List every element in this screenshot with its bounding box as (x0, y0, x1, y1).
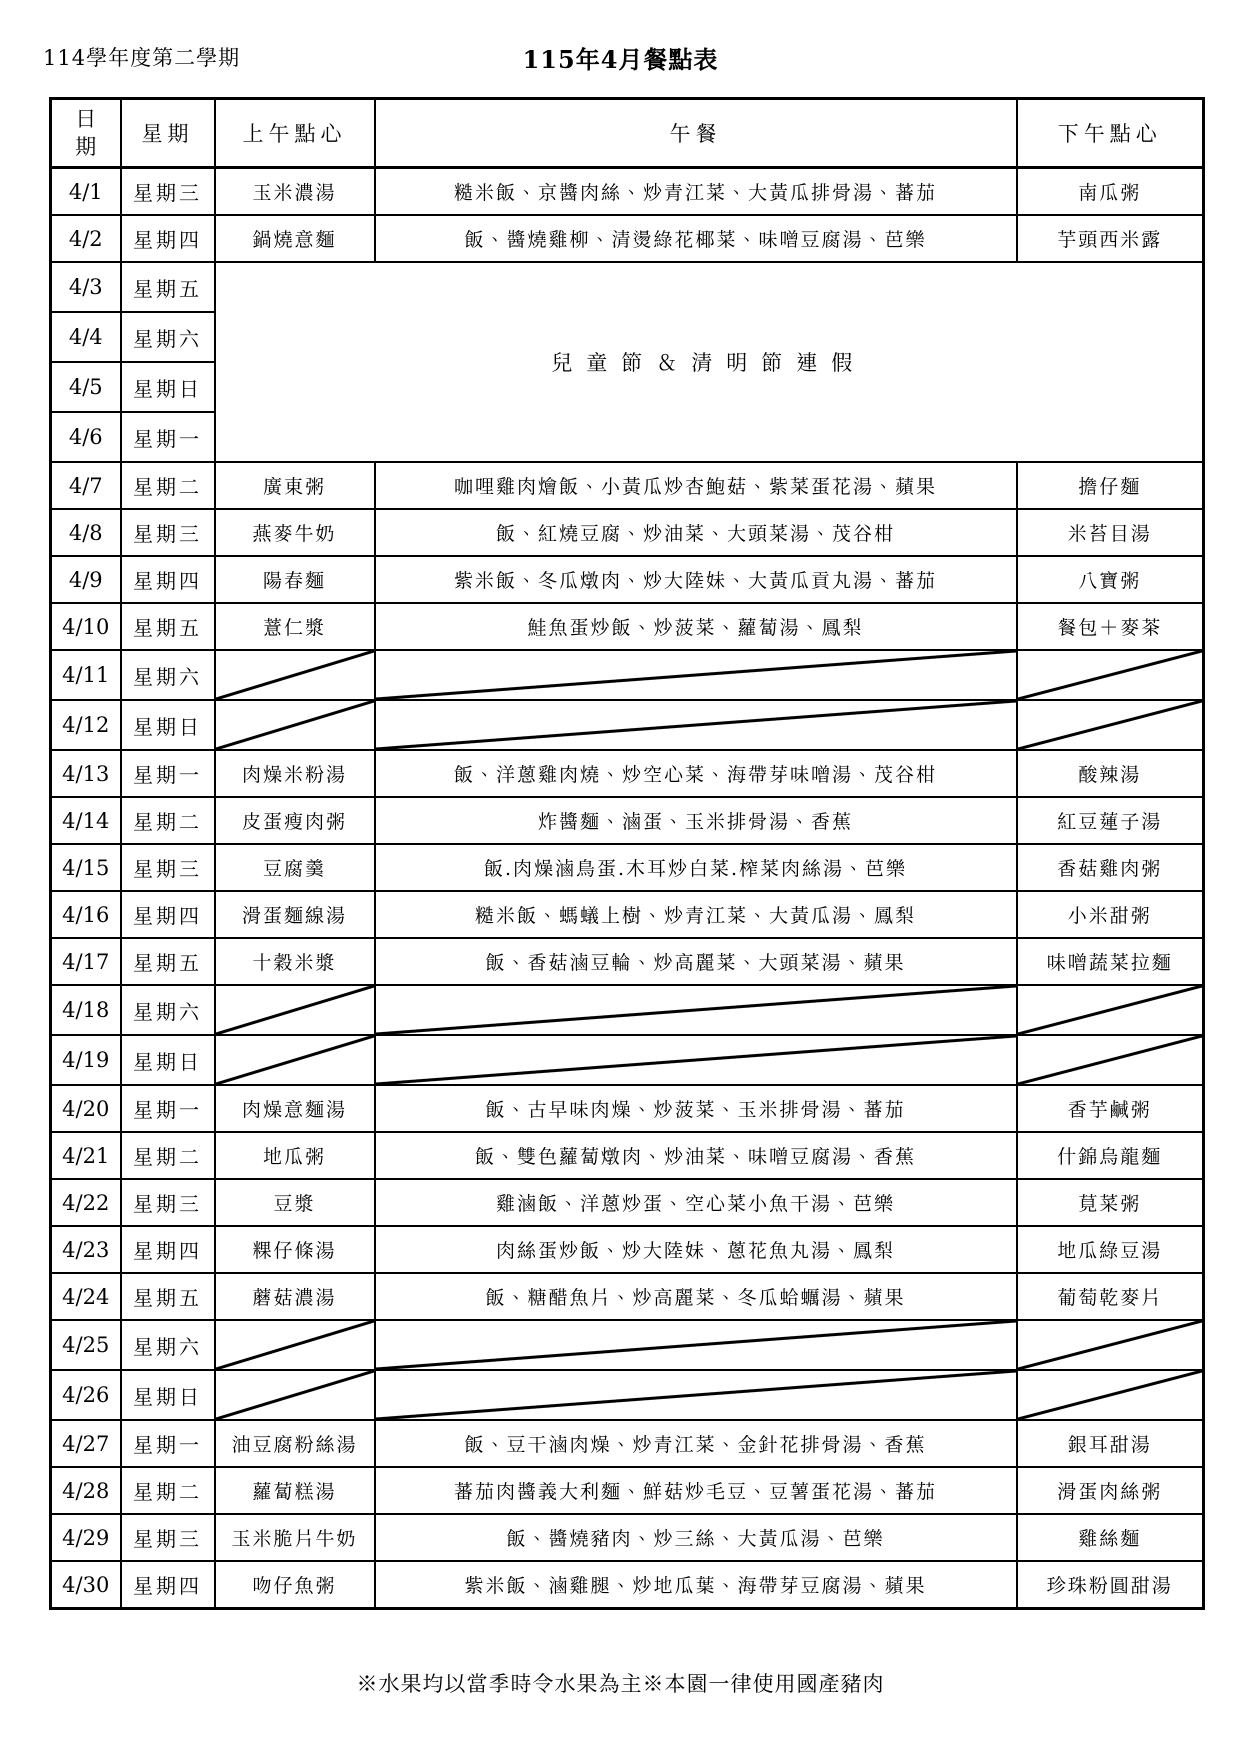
table-row (51, 750, 1204, 797)
closed-slash-cell (215, 1370, 375, 1420)
table-row (51, 891, 1204, 938)
table-row (51, 700, 1204, 750)
morning-snack-cell: 肉燥意麵湯 (215, 1085, 375, 1132)
weekday-cell: 星期日 (121, 362, 215, 412)
morning-snack-cell: 豆漿 (215, 1179, 375, 1226)
date-cell: 4/13 (51, 750, 121, 797)
lunch-cell: 飯、洋蔥雞肉燒、炒空心菜、海帶芽味噌湯、茂谷柑 (375, 750, 1017, 797)
closed-slash-cell (1017, 985, 1204, 1035)
afternoon-snack-cell: 莧菜粥 (1017, 1179, 1204, 1226)
table-row (51, 1420, 1204, 1467)
header-afternoon-snack: 下午點心 (1017, 99, 1204, 168)
date-cell: 4/3 (51, 262, 121, 312)
weekday-cell: 星期六 (121, 312, 215, 362)
morning-snack-cell: 吻仔魚粥 (215, 1561, 375, 1609)
table-row (51, 1085, 1204, 1132)
table-row (51, 938, 1204, 985)
afternoon-snack-cell: 雞絲麵 (1017, 1514, 1204, 1561)
table-row (51, 1226, 1204, 1273)
weekday-cell: 星期五 (121, 262, 215, 312)
date-cell: 4/10 (51, 603, 121, 650)
morning-snack-cell: 蘑菇濃湯 (215, 1273, 375, 1320)
date-cell: 4/4 (51, 312, 121, 362)
closed-slash-cell (1017, 1320, 1204, 1370)
table-row (51, 462, 1204, 509)
holiday-note-cell: 兒童節＆清明節連假 (215, 262, 1204, 462)
table-row (51, 985, 1204, 1035)
lunch-cell: 鮭魚蛋炒飯、炒菠菜、蘿蔔湯、鳳梨 (375, 603, 1017, 650)
table-row (51, 1467, 1204, 1514)
afternoon-snack-cell: 八寶粥 (1017, 556, 1204, 603)
afternoon-snack-cell: 葡萄乾麥片 (1017, 1273, 1204, 1320)
closed-slash-cell (215, 700, 375, 750)
date-cell: 4/12 (51, 700, 121, 750)
date-cell: 4/11 (51, 650, 121, 700)
lunch-cell: 飯.肉燥滷鳥蛋.木耳炒白菜.榨菜肉絲湯、芭樂 (375, 844, 1017, 891)
closed-slash-cell (215, 650, 375, 700)
morning-snack-cell: 薏仁漿 (215, 603, 375, 650)
date-cell: 4/24 (51, 1273, 121, 1320)
afternoon-snack-cell: 味噌蔬菜拉麵 (1017, 938, 1204, 985)
date-cell: 4/17 (51, 938, 121, 985)
date-cell: 4/1 (51, 168, 121, 216)
table-row (51, 1320, 1204, 1370)
weekday-cell: 星期日 (121, 1035, 215, 1085)
weekday-cell: 星期三 (121, 1514, 215, 1561)
date-cell: 4/8 (51, 509, 121, 556)
lunch-cell: 飯、豆干滷肉燥、炒青江菜、金針花排骨湯、香蕉 (375, 1420, 1017, 1467)
header-date-label: 日期 (75, 106, 97, 159)
table-row (51, 1179, 1204, 1226)
weekday-cell: 星期二 (121, 797, 215, 844)
date-cell: 4/27 (51, 1420, 121, 1467)
table-row (51, 215, 1204, 262)
closed-slash-cell (1017, 1370, 1204, 1420)
morning-snack-cell: 玉米濃湯 (215, 168, 375, 216)
weekday-cell: 星期三 (121, 844, 215, 891)
table-header-row (51, 99, 1204, 168)
lunch-cell: 紫米飯、滷雞腿、炒地瓜葉、海帶芽豆腐湯、蘋果 (375, 1561, 1017, 1609)
date-cell: 4/28 (51, 1467, 121, 1514)
date-cell: 4/26 (51, 1370, 121, 1420)
morning-snack-cell: 豆腐羹 (215, 844, 375, 891)
lunch-cell: 咖哩雞肉燴飯、小黃瓜炒杏鮑菇、紫菜蛋花湯、蘋果 (375, 462, 1017, 509)
header-lunch: 午餐 (375, 99, 1017, 168)
table-row (51, 1370, 1204, 1420)
afternoon-snack-cell: 擔仔麵 (1017, 462, 1204, 509)
weekday-cell: 星期五 (121, 1273, 215, 1320)
table-row (51, 1132, 1204, 1179)
morning-snack-cell: 蘿蔔糕湯 (215, 1467, 375, 1514)
weekday-cell: 星期六 (121, 1320, 215, 1370)
closed-slash-cell (215, 985, 375, 1035)
weekday-cell: 星期一 (121, 1420, 215, 1467)
page-title: 115年4月餐點表 (522, 45, 719, 74)
lunch-cell: 飯、糖醋魚片、炒高麗菜、冬瓜蛤蠣湯、蘋果 (375, 1273, 1017, 1320)
date-cell: 4/6 (51, 412, 121, 462)
closed-slash-cell (375, 650, 1017, 700)
menu-table-body (51, 168, 1204, 1609)
afternoon-snack-cell: 餐包＋麥茶 (1017, 603, 1204, 650)
weekday-cell: 星期一 (121, 750, 215, 797)
weekday-cell: 星期六 (121, 985, 215, 1035)
lunch-cell: 飯、醬燒雞柳、清燙綠花椰菜、味噌豆腐湯、芭樂 (375, 215, 1017, 262)
weekday-cell: 星期五 (121, 603, 215, 650)
closed-slash-cell (215, 1320, 375, 1370)
table-row (51, 603, 1204, 650)
afternoon-snack-cell: 香菇雞肉粥 (1017, 844, 1204, 891)
morning-snack-cell: 廣東粥 (215, 462, 375, 509)
weekday-cell: 星期五 (121, 938, 215, 985)
weekday-cell: 星期二 (121, 1132, 215, 1179)
weekday-cell: 星期四 (121, 1226, 215, 1273)
weekday-cell: 星期四 (121, 891, 215, 938)
menu-table (49, 97, 1205, 1610)
weekday-cell: 星期四 (121, 1561, 215, 1609)
afternoon-snack-cell: 香芋鹹粥 (1017, 1085, 1204, 1132)
morning-snack-cell: 燕麥牛奶 (215, 509, 375, 556)
date-cell: 4/25 (51, 1320, 121, 1370)
afternoon-snack-cell: 地瓜綠豆湯 (1017, 1226, 1204, 1273)
date-cell: 4/15 (51, 844, 121, 891)
afternoon-snack-cell: 銀耳甜湯 (1017, 1420, 1204, 1467)
table-row (51, 262, 1204, 312)
weekday-cell: 星期日 (121, 700, 215, 750)
morning-snack-cell: 油豆腐粉絲湯 (215, 1420, 375, 1467)
footnote: ※水果均以當季時令水果為主※本園一律使用國產豬肉 (356, 1672, 885, 1696)
afternoon-snack-cell: 酸辣湯 (1017, 750, 1204, 797)
weekday-cell: 星期二 (121, 462, 215, 509)
morning-snack-cell: 皮蛋瘦肉粥 (215, 797, 375, 844)
weekday-cell: 星期四 (121, 556, 215, 603)
afternoon-snack-cell: 小米甜粥 (1017, 891, 1204, 938)
table-row (51, 509, 1204, 556)
lunch-cell: 雞滷飯、洋蔥炒蛋、空心菜小魚干湯、芭樂 (375, 1179, 1017, 1226)
weekday-cell: 星期二 (121, 1467, 215, 1514)
afternoon-snack-cell: 滑蛋肉絲粥 (1017, 1467, 1204, 1514)
closed-slash-cell (1017, 700, 1204, 750)
lunch-cell: 肉絲蛋炒飯、炒大陸妹、蔥花魚丸湯、鳳梨 (375, 1226, 1017, 1273)
closed-slash-cell (375, 1320, 1017, 1370)
closed-slash-cell (375, 1370, 1017, 1420)
table-row (51, 797, 1204, 844)
header-date (51, 99, 121, 168)
closed-slash-cell (215, 1035, 375, 1085)
lunch-cell: 炸醬麵、滷蛋、玉米排骨湯、香蕉 (375, 797, 1017, 844)
semester-label: 114學年度第二學期 (43, 46, 241, 70)
weekday-cell: 星期三 (121, 1179, 215, 1226)
weekday-cell: 星期三 (121, 168, 215, 216)
date-cell: 4/29 (51, 1514, 121, 1561)
date-cell: 4/20 (51, 1085, 121, 1132)
weekday-cell: 星期三 (121, 509, 215, 556)
lunch-cell: 蕃茄肉醬義大利麵、鮮菇炒毛豆、豆薯蛋花湯、蕃茄 (375, 1467, 1017, 1514)
afternoon-snack-cell: 紅豆蓮子湯 (1017, 797, 1204, 844)
weekday-cell: 星期一 (121, 1085, 215, 1132)
weekday-cell: 星期四 (121, 215, 215, 262)
table-row (51, 168, 1204, 216)
date-cell: 4/7 (51, 462, 121, 509)
closed-slash-cell (1017, 650, 1204, 700)
closed-slash-cell (375, 985, 1017, 1035)
morning-snack-cell: 地瓜粥 (215, 1132, 375, 1179)
date-cell: 4/14 (51, 797, 121, 844)
lunch-cell: 飯、醬燒豬肉、炒三絲、大黃瓜湯、芭樂 (375, 1514, 1017, 1561)
lunch-cell: 飯、雙色蘿蔔燉肉、炒油菜、味噌豆腐湯、香蕉 (375, 1132, 1017, 1179)
morning-snack-cell: 玉米脆片牛奶 (215, 1514, 375, 1561)
morning-snack-cell: 粿仔條湯 (215, 1226, 375, 1273)
table-row (51, 1561, 1204, 1609)
date-cell: 4/16 (51, 891, 121, 938)
lunch-cell: 飯、香菇滷豆輪、炒高麗菜、大頭菜湯、蘋果 (375, 938, 1017, 985)
morning-snack-cell: 鍋燒意麵 (215, 215, 375, 262)
date-cell: 4/30 (51, 1561, 121, 1609)
date-cell: 4/19 (51, 1035, 121, 1085)
date-cell: 4/5 (51, 362, 121, 412)
afternoon-snack-cell: 米苔目湯 (1017, 509, 1204, 556)
table-row (51, 844, 1204, 891)
table-row (51, 1514, 1204, 1561)
header-weekday: 星期 (121, 99, 215, 168)
table-row (51, 556, 1204, 603)
afternoon-snack-cell: 芋頭西米露 (1017, 215, 1204, 262)
weekday-cell: 星期日 (121, 1370, 215, 1420)
lunch-cell: 飯、紅燒豆腐、炒油菜、大頭菜湯、茂谷柑 (375, 509, 1017, 556)
lunch-cell: 紫米飯、冬瓜燉肉、炒大陸妹、大黃瓜貢丸湯、蕃茄 (375, 556, 1017, 603)
date-cell: 4/18 (51, 985, 121, 1035)
date-cell: 4/9 (51, 556, 121, 603)
date-cell: 4/21 (51, 1132, 121, 1179)
header-morning-snack: 上午點心 (215, 99, 375, 168)
closed-slash-cell (375, 1035, 1017, 1085)
closed-slash-cell (375, 700, 1017, 750)
morning-snack-cell: 陽春麵 (215, 556, 375, 603)
morning-snack-cell: 肉燥米粉湯 (215, 750, 375, 797)
afternoon-snack-cell: 什錦烏龍麵 (1017, 1132, 1204, 1179)
lunch-cell: 飯、古早味肉燥、炒菠菜、玉米排骨湯、蕃茄 (375, 1085, 1017, 1132)
weekday-cell: 星期一 (121, 412, 215, 462)
table-row (51, 650, 1204, 700)
table-row (51, 1035, 1204, 1085)
closed-slash-cell (1017, 1035, 1204, 1085)
morning-snack-cell: 十穀米漿 (215, 938, 375, 985)
date-cell: 4/22 (51, 1179, 121, 1226)
afternoon-snack-cell: 南瓜粥 (1017, 168, 1204, 216)
lunch-cell: 糙米飯、螞蟻上樹、炒青江菜、大黃瓜湯、鳳梨 (375, 891, 1017, 938)
lunch-cell: 糙米飯、京醬肉絲、炒青江菜、大黃瓜排骨湯、蕃茄 (375, 168, 1017, 216)
table-row (51, 1273, 1204, 1320)
date-cell: 4/23 (51, 1226, 121, 1273)
morning-snack-cell: 滑蛋麵線湯 (215, 891, 375, 938)
weekday-cell: 星期六 (121, 650, 215, 700)
date-cell: 4/2 (51, 215, 121, 262)
afternoon-snack-cell: 珍珠粉圓甜湯 (1017, 1561, 1204, 1609)
